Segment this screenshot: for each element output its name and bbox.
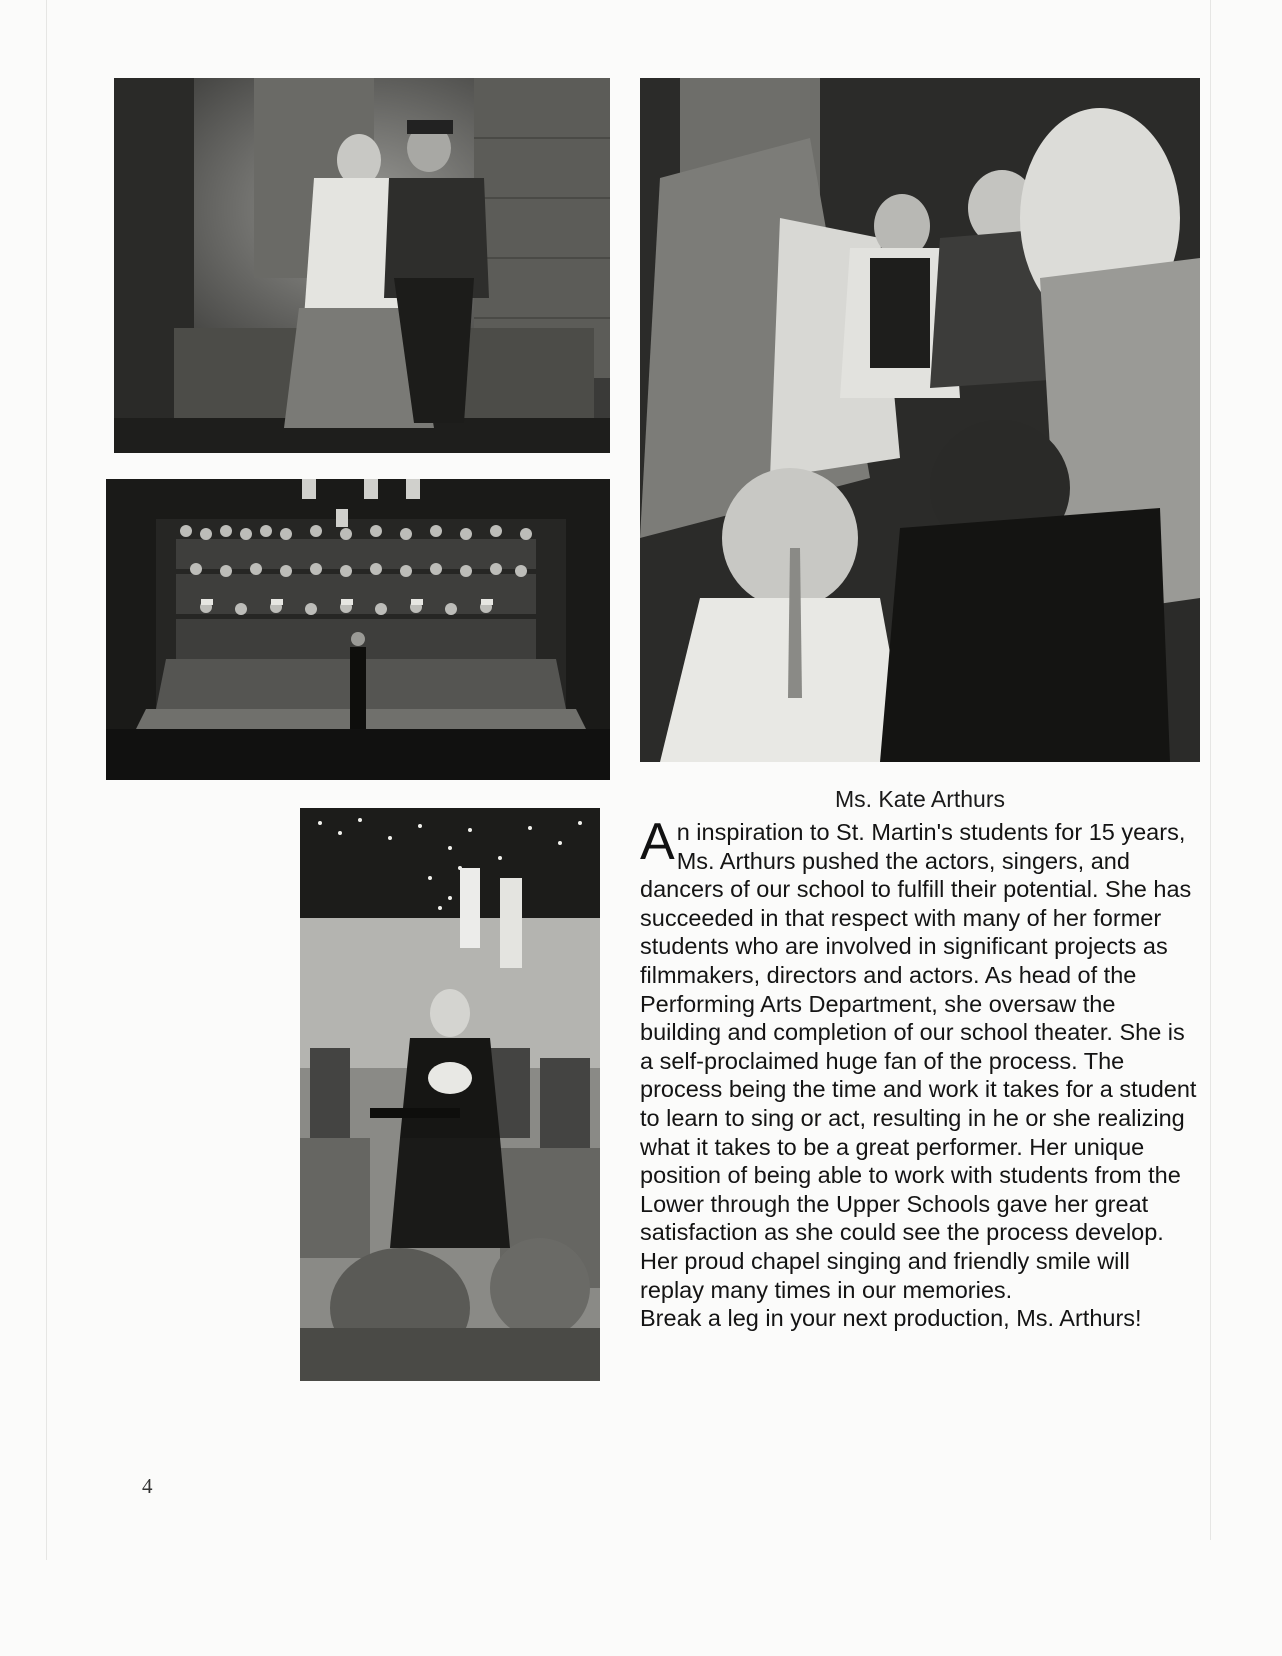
closing-line: Break a leg in your next production, Ms. Arthurs! (640, 1305, 1142, 1332)
outdoor-conducting-photo (300, 808, 600, 1381)
article-heading: Ms. Kate Arthurs (834, 786, 1005, 812)
left-scan-edge (46, 0, 47, 1560)
article-body (640, 813, 1200, 1333)
page-number: 4 (142, 1474, 153, 1498)
choir-concert-photo (106, 479, 610, 780)
paragraph-text: n inspiration to St. Martin's students for 15 years, Ms. Arthurs pushed the actors, singers, and dancers of our school to fulfill their potential. She has succeeded in that respect with many of her former students who are involved in significant projects as filmmakers, directors and actors. As head of the Performing Arts Department, she oversaw the building and completion of our school theater. She is a self-proclaimed huge fan of the process. The process being the time and work it takes for a student to learn to sing or act, resulting in he or she realizing what it takes to be a great performer. Her unique position of being able to work with students from the Lower through the Upper Schools gave her great satisfaction as she could see the process develop. Her proud chapel singing and friendly smile will replay many times in our memories. (640, 819, 1197, 1303)
drop-cap: A (640, 813, 675, 871)
stage-duet-photo (114, 78, 610, 453)
backstage-group-photo (640, 78, 1200, 762)
article-paragraph (640, 813, 1200, 1304)
right-scan-edge (1210, 0, 1211, 1540)
